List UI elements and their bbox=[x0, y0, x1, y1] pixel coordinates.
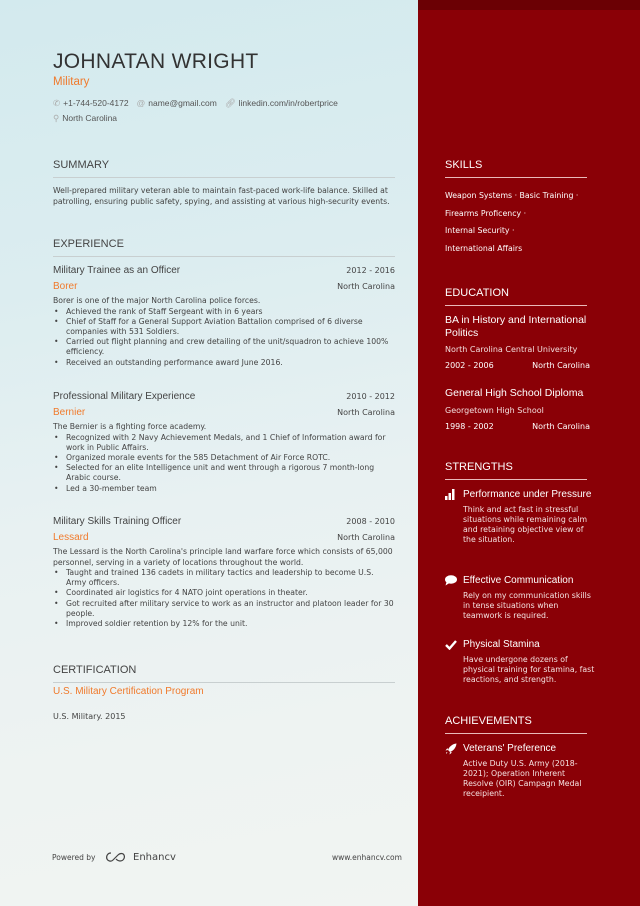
skills-heading: SKILLS bbox=[445, 159, 587, 178]
job-entry bbox=[53, 516, 395, 629]
bullet: • Recognized with 2 Navy Achievement Medals, and 1 Chief of Information award for work in Public Affairs. bbox=[53, 433, 395, 453]
contact-info bbox=[53, 98, 338, 109]
linkedin[interactable]: linkedin.com/in/robertprice bbox=[238, 98, 338, 108]
achievements-heading: ACHIEVEMENTS bbox=[445, 715, 587, 734]
sidebar-top-band bbox=[418, 0, 640, 10]
job-location: North Carolina bbox=[337, 408, 395, 417]
candidate-role: Military bbox=[53, 76, 90, 88]
bullet: • Organized morale events for the 585 Detachment of Air Force ROTC. bbox=[53, 453, 395, 463]
footer-url[interactable]: www.enhancv.com bbox=[332, 853, 402, 862]
achievement-title: Veterans' Preference bbox=[463, 743, 557, 754]
speech-bubble-icon bbox=[445, 575, 463, 621]
skill-line: Internal Security · bbox=[445, 226, 515, 236]
job-description: The Bernier is a fighting force academy. bbox=[53, 422, 207, 431]
skill-line: Weapon Systems · Basic Training · bbox=[445, 191, 579, 200]
education-entry bbox=[445, 314, 590, 370]
bullet: • Carried out flight planning and crew detailing of the unit/squadron to achieve 100% efficiency. bbox=[53, 337, 395, 357]
strength-description: Rely on my communication skills in tense situations when teamwork is required. bbox=[463, 590, 591, 621]
company: Lessard bbox=[53, 532, 89, 543]
strength-description: Think and act fast in stressful situations while remaining calm and retaining objective view of the situation. bbox=[463, 504, 588, 545]
bullet: • Chief of Staff for a General Support Aviation Battalion comprised of 6 diverse companies with 531 Soldiers. bbox=[53, 317, 395, 337]
certification-detail: U.S. Military. 2015 bbox=[53, 712, 126, 721]
job-location: North Carolina bbox=[337, 533, 395, 542]
bullet: • Selected for an elite Intelligence unit and went through a rigorous 7 month-long Arabic course. bbox=[53, 463, 395, 483]
strength-item bbox=[445, 575, 595, 621]
bullet: • Led a 30-member team bbox=[53, 484, 395, 494]
certification-heading: CERTIFICATION bbox=[53, 664, 395, 683]
powered-by: Powered by bbox=[52, 853, 96, 862]
job-description: Borer is one of the major North Carolina police forces. bbox=[53, 296, 261, 305]
skill-line: International Affairs bbox=[445, 244, 523, 254]
edu-dates: 1998 - 2002 bbox=[445, 421, 494, 431]
location-pin-icon: ⚲ bbox=[53, 113, 60, 123]
summary-heading: SUMMARY bbox=[53, 159, 395, 178]
job-bullets bbox=[53, 433, 395, 494]
company: Bernier bbox=[53, 407, 86, 418]
summary-text: Well-prepared military veteran able to maintain fast-paced work-life balance. Skilled at patrolling, ensuring public safety, spying, and assisting at various high-security events. bbox=[53, 186, 390, 206]
bullet: • Received an outstanding performance award June 2016. bbox=[53, 358, 395, 368]
at-icon: @ bbox=[136, 98, 146, 108]
bullet: • Got recruited after military service to work as an instructor and platoon leader for 30 people. bbox=[53, 599, 395, 619]
location bbox=[53, 113, 117, 124]
job-bullets bbox=[53, 307, 395, 368]
bar-chart-icon bbox=[445, 489, 463, 546]
candidate-name: JOHNATAN WRIGHT bbox=[53, 50, 259, 73]
job-dates: 2008 - 2010 bbox=[346, 517, 395, 526]
link-icon: 🔗︎ bbox=[224, 98, 236, 108]
job-entry bbox=[53, 391, 395, 494]
bullet: • Improved soldier retention by 12% for the unit. bbox=[53, 619, 395, 629]
certification-title: U.S. Military Certification Program bbox=[53, 686, 204, 697]
education-heading: EDUCATION bbox=[445, 287, 587, 306]
strengths-heading: STRENGTHS bbox=[445, 461, 587, 480]
sidebar bbox=[418, 0, 640, 906]
skill-line: Firearms Proficency · bbox=[445, 208, 527, 218]
strength-item bbox=[445, 639, 595, 685]
strength-title: Effective Communication bbox=[463, 575, 574, 586]
achievement-item bbox=[445, 743, 595, 800]
job-title: Professional Military Experience bbox=[53, 391, 196, 402]
job-description: The Lessard is the North Carolina's principle land warfare force which consists of 65,000 personnel, serving in a variety of locations throughout the world. bbox=[53, 547, 393, 567]
bullet: • Achieved the rank of Staff Sergeant with in 6 years bbox=[53, 307, 395, 317]
strength-item bbox=[445, 489, 595, 546]
education-entry bbox=[445, 387, 590, 431]
degree: General High School Diploma bbox=[445, 387, 584, 399]
checkmark-icon bbox=[445, 639, 463, 685]
phone-icon: ✆ bbox=[53, 98, 61, 108]
edu-location: North Carolina bbox=[532, 361, 590, 370]
degree: BA in History and International Politics bbox=[445, 314, 587, 339]
rocket-icon bbox=[445, 743, 463, 800]
strength-title: Performance under Pressure bbox=[463, 489, 592, 500]
experience-heading: EXPERIENCE bbox=[53, 238, 395, 257]
brand-name: Enhancv bbox=[133, 851, 176, 863]
bullet: • Taught and trained 136 cadets in military tactics and leadership to become U.S. Army officers. bbox=[53, 568, 395, 588]
skills-list bbox=[445, 187, 590, 258]
job-dates: 2012 - 2016 bbox=[346, 266, 395, 275]
strength-description: Have undergone dozens of physical training for stamina, fast reactions, and strength. bbox=[463, 654, 595, 685]
company: Borer bbox=[53, 281, 78, 292]
job-dates: 2010 - 2012 bbox=[346, 392, 395, 401]
edu-dates: 2002 - 2006 bbox=[445, 361, 494, 370]
job-entry bbox=[53, 265, 395, 368]
job-bullets bbox=[53, 568, 395, 629]
achievement-description: Active Duty U.S. Army (2018-2021); Operation Inherent Resolve (OIR) Campagn Medal receipient. bbox=[463, 758, 582, 799]
bullet: • Coordinated air logistics for 4 NATO joint operations in theater. bbox=[53, 588, 395, 598]
enhancv-logo[interactable] bbox=[105, 851, 176, 863]
location-text: North Carolina bbox=[62, 113, 118, 123]
school: Georgetown High School bbox=[445, 405, 544, 415]
job-title: Military Skills Training Officer bbox=[53, 516, 182, 527]
school: North Carolina Central University bbox=[445, 345, 578, 354]
strength-title: Physical Stamina bbox=[463, 639, 540, 650]
job-title: Military Trainee as an Officer bbox=[53, 265, 181, 276]
phone: +1-744-520-4172 bbox=[63, 98, 129, 108]
email[interactable]: name@gmail.com bbox=[148, 98, 217, 108]
infinity-icon bbox=[105, 851, 127, 863]
job-location: North Carolina bbox=[337, 282, 395, 291]
edu-location: North Carolina bbox=[532, 421, 590, 431]
